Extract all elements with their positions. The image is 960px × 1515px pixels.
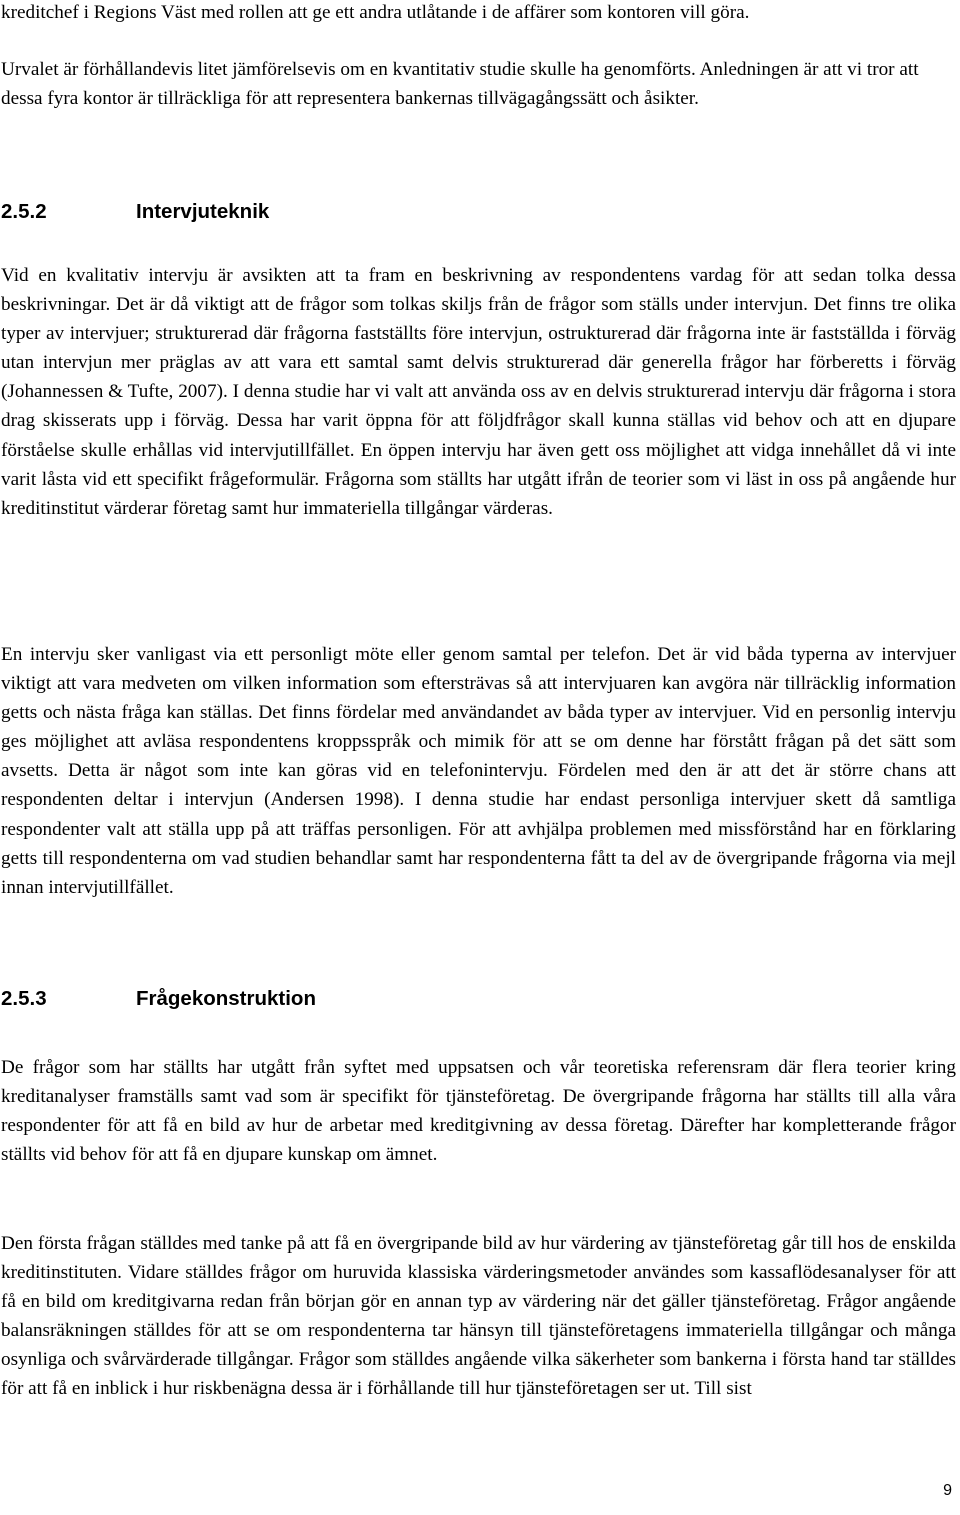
section-title: Frågekonstruktion — [136, 987, 316, 1010]
paragraph-sample-size: Urvalet är förhållandevis litet jämförelsevis om en kvantitativ studie skulle ha genomförts. Anledningen är att vi tror att dessa fyra kontor är tillräckliga för att representera bankernas tillvägagångssätt och åsikter. — [1, 59, 919, 110]
paragraph-interview-methods: En intervju sker vanligast via ett personligt möte eller genom samtal per telefon. Det är vid båda typerna av intervjuer viktigt att vara medveten om vilken information som eftersträvas så att intervjuaren kan avgöra när tillräcklig information getts och nästa fråga kan ställas. Det finns fördelar med användandet av båda typer av intervjuer. Vid en personlig intervju ges möjlighet att avläsa respondentens kroppsspråk och mimik för att se om denne har förstått frågan på det sätt som avsetts. Detta är något som inte kan göras vid en telefonintervju. Fördelen med den är att det är större chans att respondenten deltar i intervjun (Andersen 1998). I denna studie har endast personliga intervjuer skett då samtliga respondenter valt att ställa upp på att träffas personligen. För att avhjälpa problemen med missförstånd har en förklaring getts till respondenterna om vad studien behandlar samt har respondenterna fått ta del av de övergripande frågorna via mejl innan intervjutillfället. — [1, 644, 956, 898]
section-title: Intervjuteknik — [136, 200, 270, 223]
page-number: 9 — [943, 1482, 952, 1499]
paragraph-question-basis: De frågor som har ställts har utgått från syftet med uppsatsen och vår teoretiska referensram där flera teorier kring kreditanalyser framställs samt vad som är specifikt för tjänsteföretag. De övergripande frågorna har ställts till alla våra respondenter för att få en bild av hur de arbetar med kreditgivning av dessa företag. Därefter har kompletterande frågor ställts vid behov för att få en djupare kunskap om ämnet. — [1, 1057, 956, 1166]
section-heading-intervjuteknik — [1, 199, 269, 225]
paragraph-question-details: Den första frågan ställdes med tanke på att få en övergripande bild av hur värdering av tjänsteföretag går till hos de enskilda kreditinstituten. Vidare ställdes frågor om huruvida klassiska värderingsmetoder användes som kassaflödesanalyser för att få en bild om kreditgivarna redan från början gör en annan typ av värdering när det gäller tjänsteföretag. Frågor angående balansräkningen ställdes för att se om respondenterna tar hänsyn till tjänsteföretagens immateriella tillgångar och många osynliga och svårvärderade tillgångar. Frågor som ställdes angående vilka säkerheter som bankerna i första hand tar ställdes för att få en inblick i hur riskbenägna dessa är i förhållande till hur tjänsteföretagen ser ut. Till sist — [1, 1233, 956, 1400]
section-number: 2.5.3 — [1, 987, 47, 1010]
section-number: 2.5.2 — [1, 200, 47, 223]
section-heading-fragekonstruktion — [1, 986, 316, 1012]
paragraph-intro-continuation: kreditchef i Regions Väst med rollen att ge ett andra utlåtande i de affärer som kontoren vill göra. — [1, 2, 750, 23]
paragraph-interview-types: Vid en kvalitativ intervju är avsikten att ta fram en beskrivning av respondentens vardag för att sedan tolka dessa beskrivningar. Det är då viktigt att de frågor som tolkas skiljs från de frågor som ställs under intervjun. Det finns tre olika typer av intervjuer; strukturerad där frågorna fastställts före intervjun, ostrukturerad där frågorna inte är fastställda i förväg utan intervjun mer präglas av att vara ett samtal samt delvis strukturerad där generella frågor har förberetts i förväg (Johannessen & Tufte, 2007). I denna studie har vi valt att använda oss av en delvis strukturerad intervju där frågorna i stora drag skisserats upp i förväg. Dessa har varit öppna för att följdfrågor skall kunna ställas vid behov och att en djupare förståelse skulle erhållas vid intervjutillfället. En öppen intervju har även gett oss möjlighet att vidga innehållet då vi inte varit låsta vid ett specifikt frågeformulär. Frågorna som ställts har utgått ifrån de teorier som vi läst in oss på angående hur kreditinstitut värderar företag samt hur immateriella tillgångar värderas. — [1, 265, 956, 519]
